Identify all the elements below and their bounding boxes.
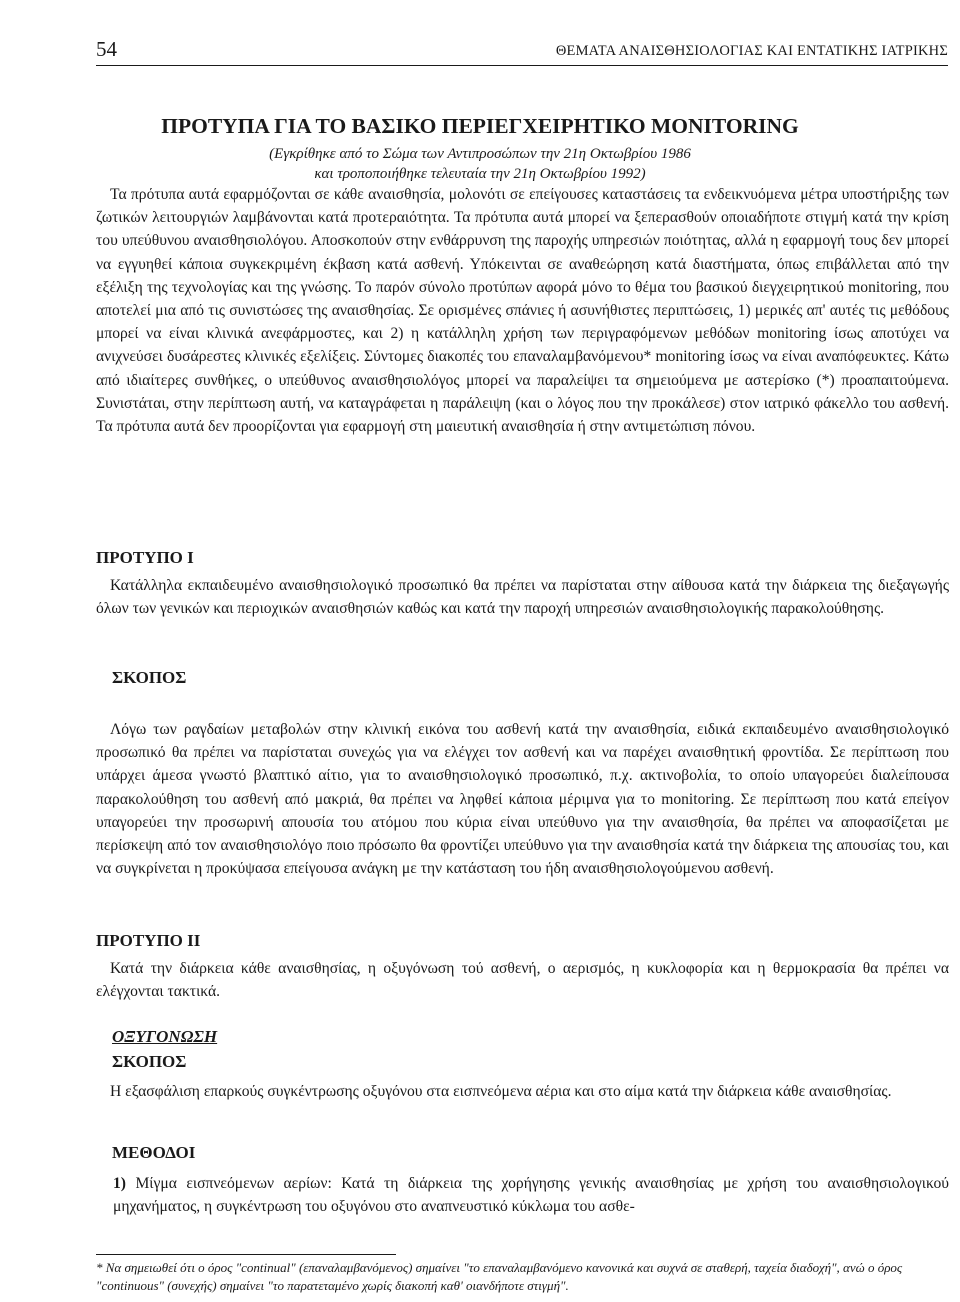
standard-1-text: Κατάλληλα εκπαιδευμένο αναισθησιολογικό προσωπικό θα πρέπει να παρίσταται στην αίθουσα κατά την διάρκεια της διεξαγωγής όλων των γενικών και περιοχικών αναισθησιών καθώς και κατά την παροχή υπηρεσιών αναισθησιολογικής παρακολούθησης. (96, 577, 949, 618)
standard-2-heading: ΠΡΟΤΥΠΟ ΙΙ (96, 931, 201, 950)
standard-1-purpose-text: Λόγω των ραγδαίων μεταβολών στην κλινική εικόνα του ασθενή κατά την αναισθησία, ειδικά εκπαιδευμένο αναισθησιολογικό προσωπικό θα πρέπει να παρίσταται συνεχώς για να ελέγχει τον ασθενή και να παρέχει αναισθητική φροντίδα. Σε περίπτωση που υπάρχει άμεσα γνωστό βλαπτικό αίτιο, για το αναισθησιολογικό προσωπικό, π.χ. ακτινοβολία, το οποίο υπαγορεύει διαλείπουσα παρακολούθηση του ασθενή από μακριά, θα πρέπει να ληφθεί κάποια μέριμνα για το monitoring. Σε περίπτωση που κατά επείγον υπαγορεύει την προσωρινή απουσία του ατόμου που κύρια είναι υπεύθυνο για την αναισθησία, θα πρέπει να αποφασίζεται με περίσκεψη από τον αναισθησιολόγο ποιο πρόσωπο θα φροντίζει υπεύθυνο για την αναισθησία κατά την διάρκεια της απουσίας του, και να συγκρίνεται η προκύψασα επείγουσα ανάγκη με την κατάσταση του ήδη αναισθησιολογούμενου ασθενή. (96, 721, 949, 878)
subtitle-line-2: και τροποποιήθηκε τελευταία την 21η Οκτωβρίου 1992) (314, 166, 646, 182)
standard-2-purpose-heading: ΣΚΟΠΟΣ (112, 1052, 187, 1071)
oxygenation-heading: ΟΞΥΓΟΝΩΣΗ (112, 1027, 218, 1046)
standard-1-heading: ΠΡΟΤΥΠΟ Ι (96, 548, 194, 567)
method-1-text: Μίγμα εισπνεόμενων αερίων: Κατά τη διάρκεια της χορήγησης γενικής αναισθησίας με χρήση του αναισθησιολογικού μηχανήματος, η συγκέντρωση του οξυγόνου στο αναπνευστικό κύκλωμα του ασθε- (113, 1175, 949, 1216)
methods-heading: ΜΕΘΟΔΟΙ (112, 1143, 196, 1162)
standard-2-purpose-text: Η εξασφάλιση επαρκούς συγκέντρωσης οξυγόνου στα εισπνεόμενα αέρια και στο αίμα κατά την διάρκεια κάθε αναισθησίας. (110, 1083, 892, 1100)
standard-1-purpose-heading: ΣΚΟΠΟΣ (112, 668, 187, 687)
header-rule (96, 65, 948, 66)
intro-paragraph: Τα πρότυπα αυτά εφαρμόζονται σε κάθε αναισθησία, μολονότι σε επείγουσες καταστάσεις τα ενδεικνυόμενα μέτρα υποστήριξης των ζωτικών λειτουργιών λαμβάνονται κατά προτεραιότητα. Τα πρότυπα αυτά μπορεί να ξεπερασθούν οποιαδήποτε στιγμή κατά την κρίση του υπεύθυνου αναισθησιολόγου. Αποσκοπούν στην ενθάρρυνση της παροχής υπηρεσιών ποιότητας, αλλά η εφαρμογή τους δεν μπορεί να εγγυηθεί κάποια συγκεκριμένη έκβαση κατά ασθενή. Υπόκεινται σε αναθεώρηση κατά διαστήματα, όπως επιβάλλεται από την εξέλιξη της τεχνολογίας και της γνώσης. Το παρόν σύνολο προτύπων αφορά μόνο το θέμα του βασικού διεγχειρητικού monitoring, που αποτελεί μια από τις συνιστώσες της αναισθησίας. Σε ορισμένες σπάνιες ή ασυνήθιστες περιπτώσεις, 1) μερικές απ' αυτές τις μεθόδους μπορεί να είναι κλινικά ανεφάρμοστες, και 2) η κατάλληλη χρήση των περιγραφόμενων μεθόδων monitoring ίσως αποτύχει να ανιχνεύσει δυσάρεστες κλινικές εξελίξεις. Σύντομες διακοπές του επαναλαμβανόμενου* monitoring ίσως να είναι αναπόφευκτες. Κάτω από ιδιαίτερες συνθήκες, ο υπεύθυνος αναισθησιολόγος μπορεί να παραλείψει τα σημειούμενα με αστερίσκο (*) προαπαιτούμενα. Συνιστάται, στην περίπτωση αυτή, να καταγράφεται η παράλειψη (και ο λόγος που την προκάλεσε) στον ιατρικό φάκελλο του ασθενή. Τα πρότυπα αυτά δεν προορίζονται για εφαρμογή στη μαιευτική αναισθησία ή στην αντιμετώπιση πόνου. (96, 186, 949, 436)
running-title: ΘΕΜΑΤΑ ΑΝΑΙΣΘΗΣΙΟΛΟΓΙΑΣ ΚΑΙ ΕΝΤΑΤΙΚΗΣ ΙΑΤΡΙΚΗΣ (555, 43, 948, 59)
document-title: ΠΡΟΤΥΠΑ ΓΙΑ ΤΟ ΒΑΣΙΚΟ ΠΕΡΙΕΓΧΕΙΡΗΤΙΚΟ MONITORING (161, 114, 799, 138)
method-1-item (113, 1172, 949, 1218)
footnote: * Να σημειωθεί ότι ο όρος "continual" (επαναλαμβανόμενος) σημαίνει "το επαναλαμβανόμενο κανονικά και συχνά σε σταθερή, ταχεία διαδοχή", ανώ ο όρος "continuous" (συνεχής) σημαίνει "το παρατεταμένο χωρίς διακοπή καθ' οιανδήποτε στιγμή". (96, 1260, 903, 1293)
standard-2-text: Κατά την διάρκεια κάθε αναισθησίας, η οξυγόνωση τού ασθενή, ο αερισμός, η κυκλοφορία και η θερμοκρασία θα πρέπει να ελέγχονται τακτικά. (96, 960, 949, 1001)
running-header (96, 37, 948, 66)
footnote-rule (96, 1254, 396, 1255)
method-1-number: 1) (113, 1175, 126, 1192)
page-number: 54 (96, 37, 117, 61)
subtitle-line-1: (Εγκρίθηκε από το Σώμα των Αντιπροσώπων την 21η Οκτωβρίου 1986 (269, 146, 691, 162)
